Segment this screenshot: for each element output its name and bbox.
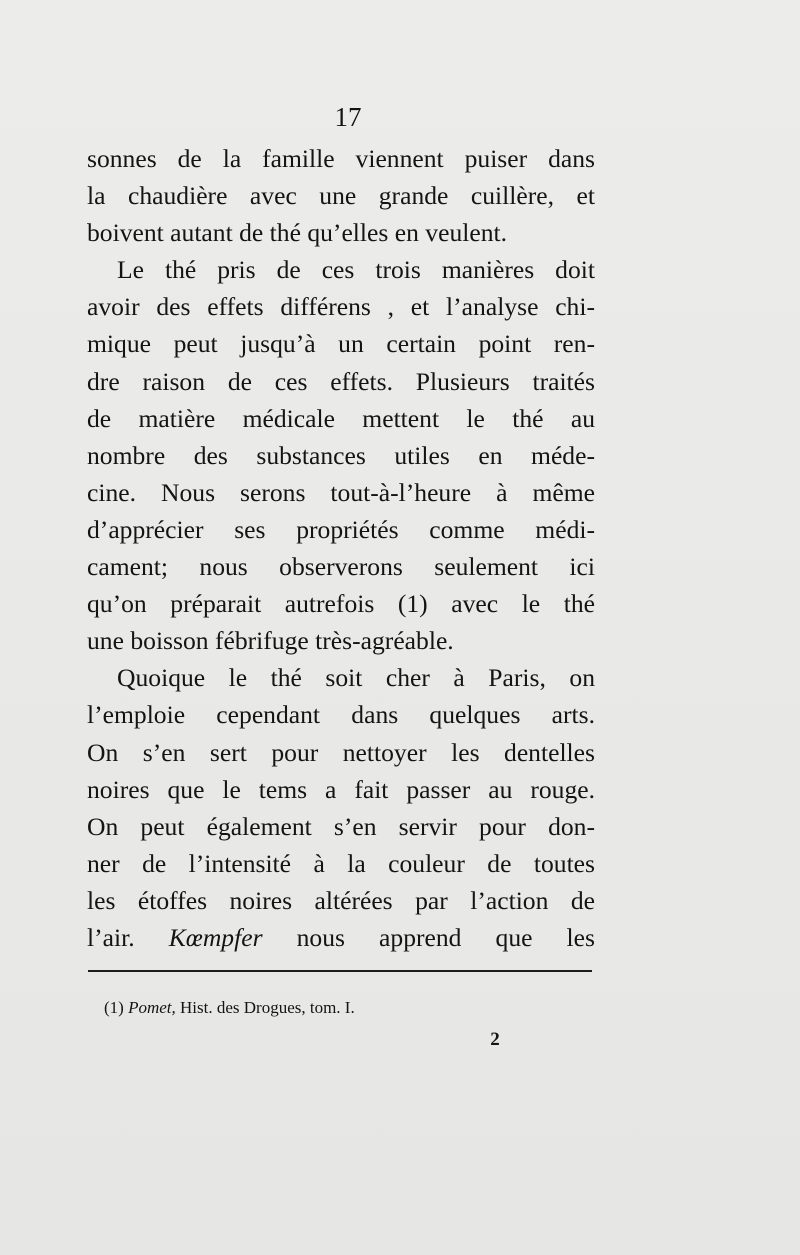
text-line: l’emploie cependant dans quelques arts. — [87, 700, 595, 730]
text-line: l’air. Kœmpfer nous apprend que les — [87, 922, 595, 952]
text-line: nombre des substances utiles en méde- — [87, 440, 595, 470]
text-line: avoir des effets différens , et l’analyse chi- — [87, 292, 595, 322]
text-line: les étoffes noires altérées par l’action de — [87, 885, 595, 915]
author-name-italic: Kœmpfer — [168, 922, 263, 952]
footnote-text: Hist. des Drogues, tom. I. — [180, 998, 355, 1017]
text-line: noires que le tems a fait passer au rouge. — [87, 774, 595, 804]
footnote-rule — [88, 970, 592, 972]
footnote-marker: (1) — [104, 998, 124, 1017]
footnote — [104, 996, 504, 1020]
text-line: une boisson fébrifuge très-agréable. — [87, 626, 454, 656]
text-line: boivent autant de thé qu’elles en veulent. — [87, 218, 508, 248]
signature-mark: 2 — [490, 1029, 500, 1050]
body-text — [87, 140, 595, 956]
footnote-author: Pomet, — [128, 998, 176, 1017]
text-line: On s’en sert pour nettoyer les dentelles — [87, 737, 595, 767]
text-line: la chaudière avec une grande cuillère, et — [87, 181, 595, 211]
text-line: cament; nous observerons seulement ici — [87, 552, 595, 582]
text-line: ner de l’intensité à la couleur de toutes — [87, 848, 595, 878]
text-line: mique peut jusqu’à un certain point ren- — [87, 329, 595, 359]
text-line: sonnes de la famille viennent puiser dans — [87, 144, 595, 173]
text-line: de matière médicale mettent le thé au — [87, 403, 595, 433]
text-line: On peut également s’en servir pour don- — [87, 811, 595, 841]
text-line: dre raison de ces effets. Plusieurs traités — [87, 366, 595, 396]
text-line: cine. Nous serons tout-à-l’heure à même — [87, 477, 595, 507]
page-number: 17 — [334, 102, 362, 132]
text-line: Le thé pris de ces trois manières doit — [117, 255, 595, 285]
text-line: Quoique le thé soit cher à Paris, on — [117, 663, 595, 693]
text-line: d’apprécier ses propriétés comme médi- — [87, 514, 595, 544]
text-line: qu’on préparait autrefois (1) avec le thé — [87, 589, 595, 619]
